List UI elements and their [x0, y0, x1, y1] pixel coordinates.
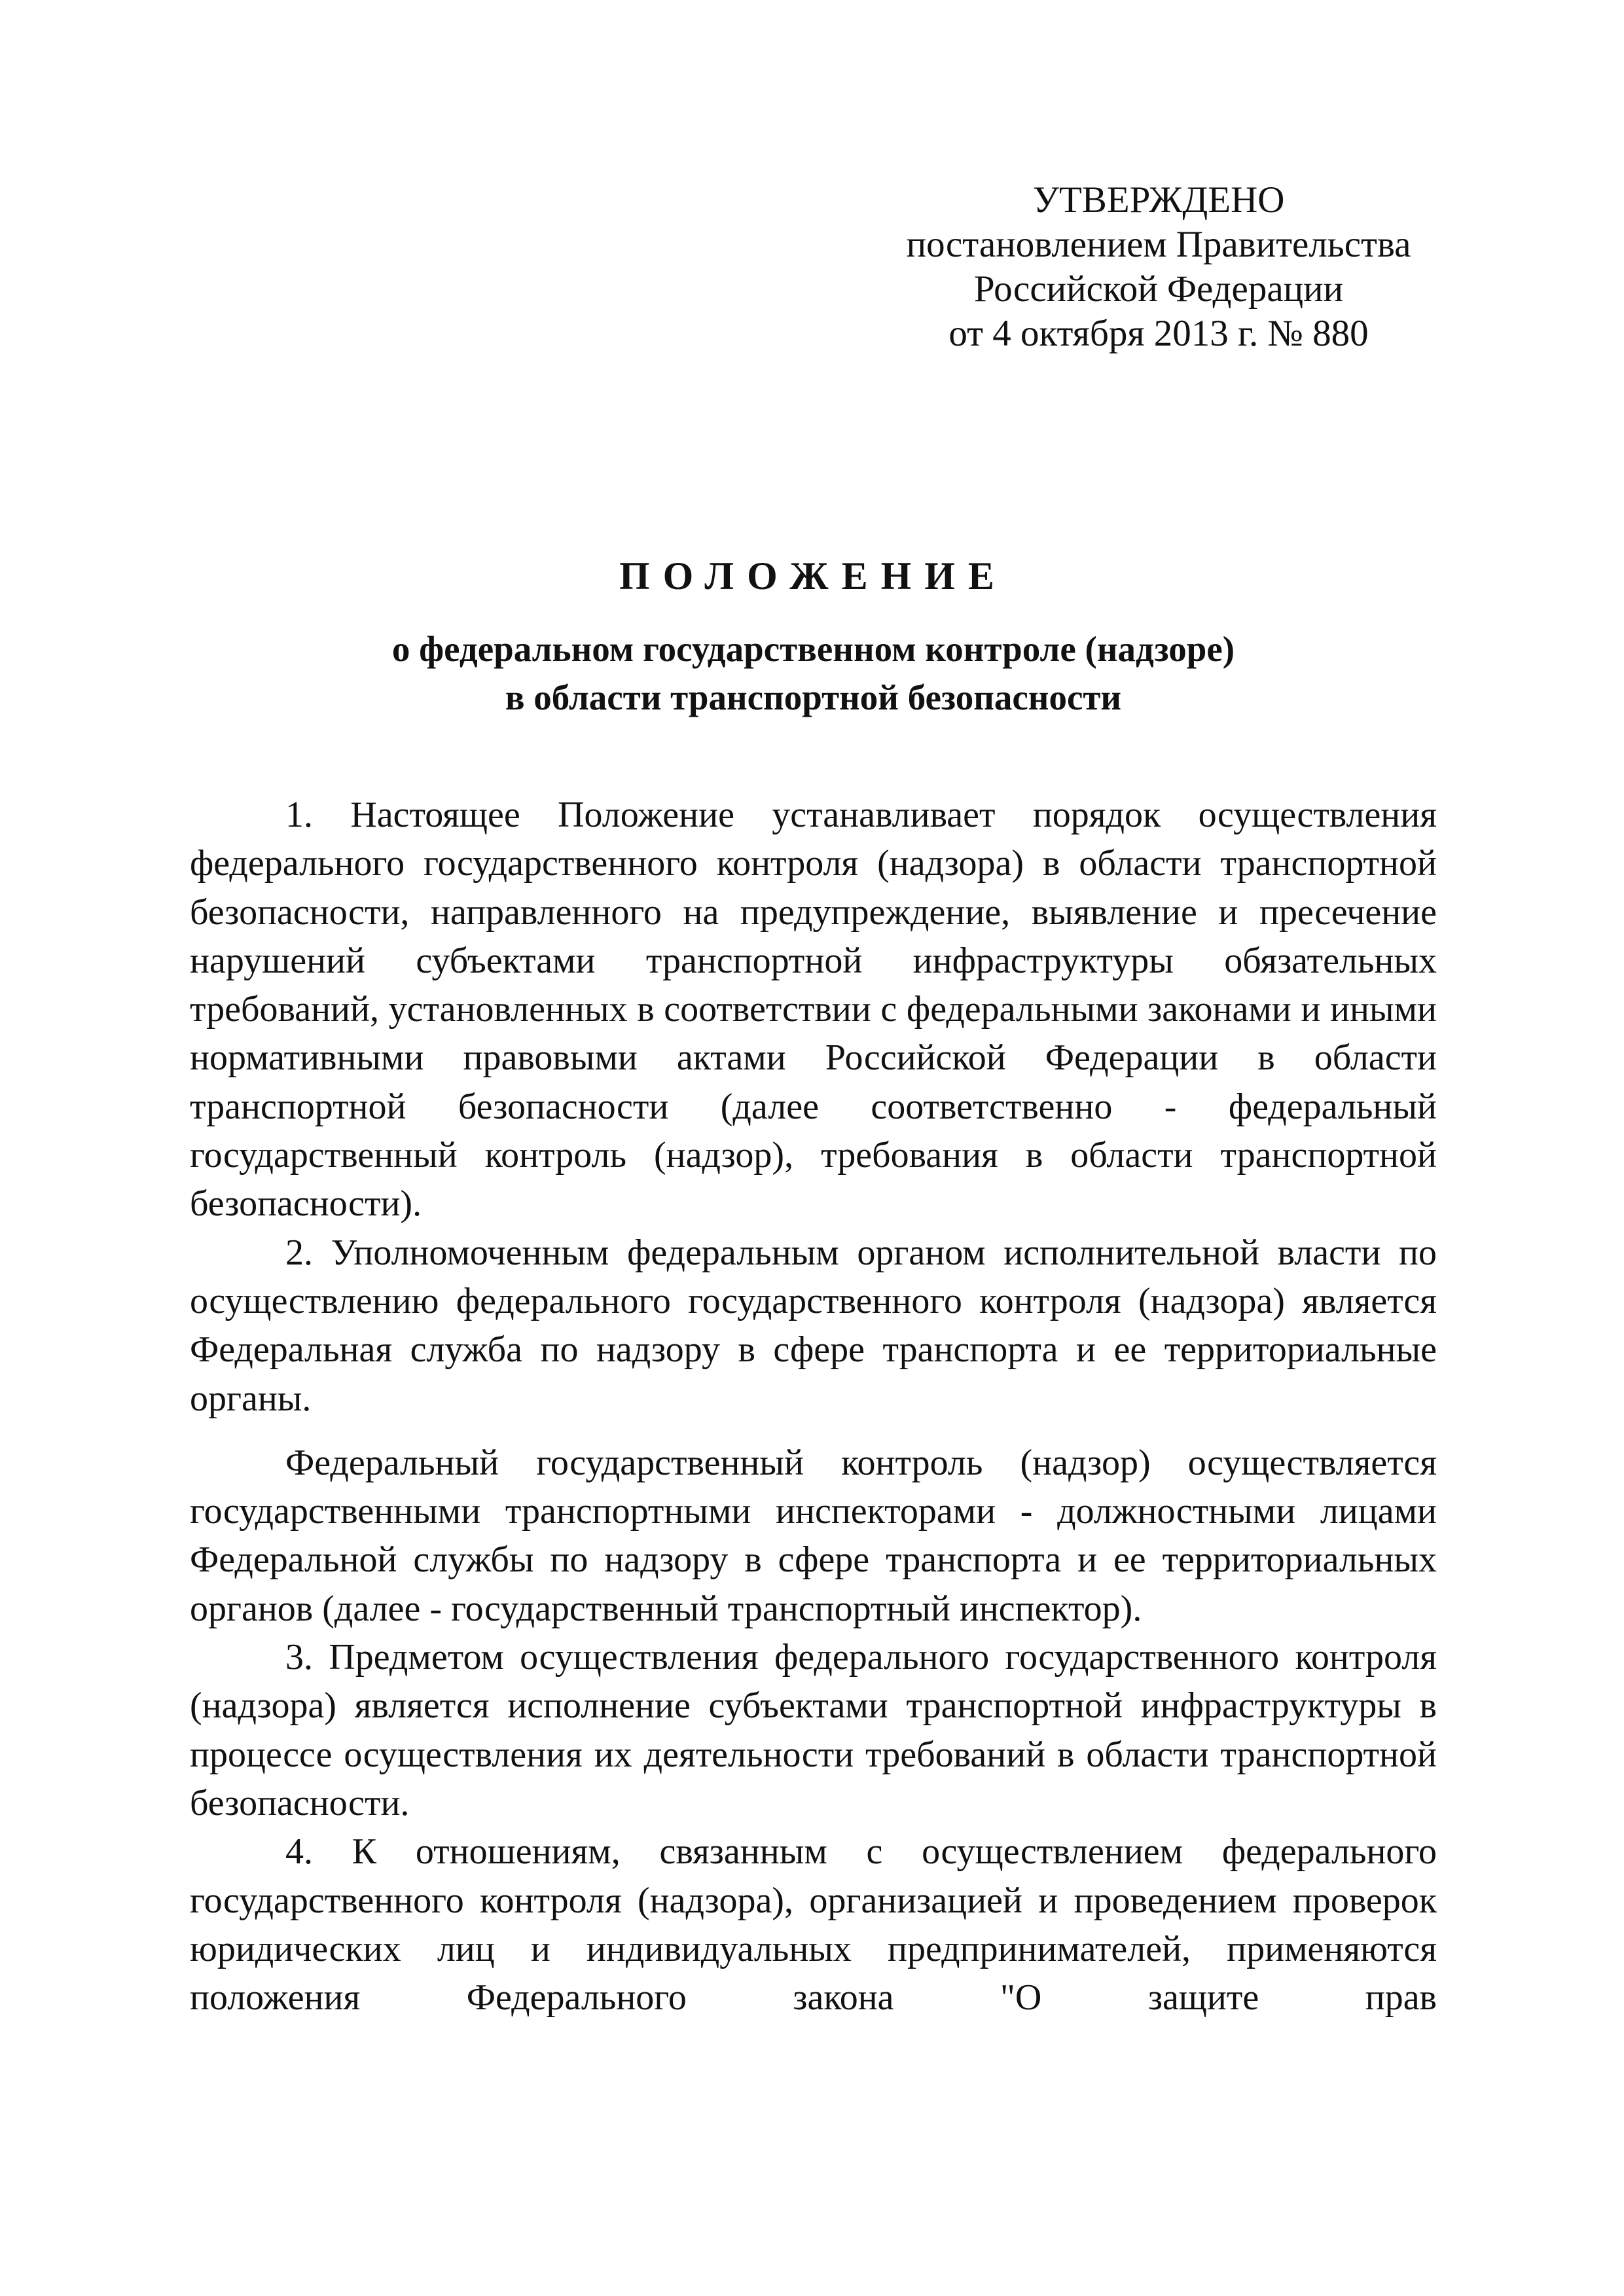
paragraph-2-continued: Федеральный государственный контроль (надзор) осуществляется государственными транспортными инспекторами - должностными лицами Федеральной службы по надзору в сфере транспорта и ее территориальных органов (далее - государственный транспортный инспектор). — [190, 1442, 1437, 1629]
document-title: ПОЛОЖЕНИЕ — [619, 554, 1007, 598]
document-subtitle — [190, 625, 1437, 722]
paragraph-2: 2. Уполномоченным федеральным органом исполнительной власти по осуществлению федерального государственного контроля (надзора) является Федеральная служба по надзору в сфере транспорта и ее территориальные органы. — [190, 1232, 1437, 1419]
subtitle-line-2: в области транспортной безопасности — [505, 677, 1122, 717]
paragraph-3: 3. Предметом осуществления федерального государственного контроля (надзора) является исполнение субъектами транспортной инфраструктуры в процессе осуществления их деятельности требований в области транспортной безопасности. — [190, 1637, 1437, 1823]
title-block — [190, 553, 1437, 722]
approval-heading: УТВЕРЖДЕНО — [1032, 179, 1285, 221]
approval-stamp — [864, 178, 1453, 356]
approval-authority: постановлением Правительства — [906, 224, 1411, 265]
document-body — [190, 791, 1437, 2022]
subtitle-line-1: о федеральном государственном контроле (надзоре) — [391, 629, 1235, 669]
paragraph-4: 4. К отношениям, связанным с осуществлением федерального государственного контроля (надзора), организацией и проведением проверок юридических лиц и индивидуальных предпринимателей, применяются положения Федерального закона "О защите прав — [190, 1831, 1437, 2018]
paragraph-1: 1. Настоящее Положение устанавливает порядок осуществления федерального государственного контроля (надзора) в области транспортной безопасности, направленного на предупреждение, выявление и пресечение нарушений субъектами транспортной инфраструктуры обязательных требований, установленных в соответствии с федеральными законами и иными нормативными правовыми актами Российской Федерации в области транспортной безопасности (далее соответственно - федеральный государственный контроль (надзор), требования в области транспортной безопасности). — [190, 795, 1437, 1225]
approval-country: Российской Федерации — [973, 268, 1344, 310]
approval-date-number: от 4 октября 2013 г. № 880 — [948, 313, 1369, 354]
